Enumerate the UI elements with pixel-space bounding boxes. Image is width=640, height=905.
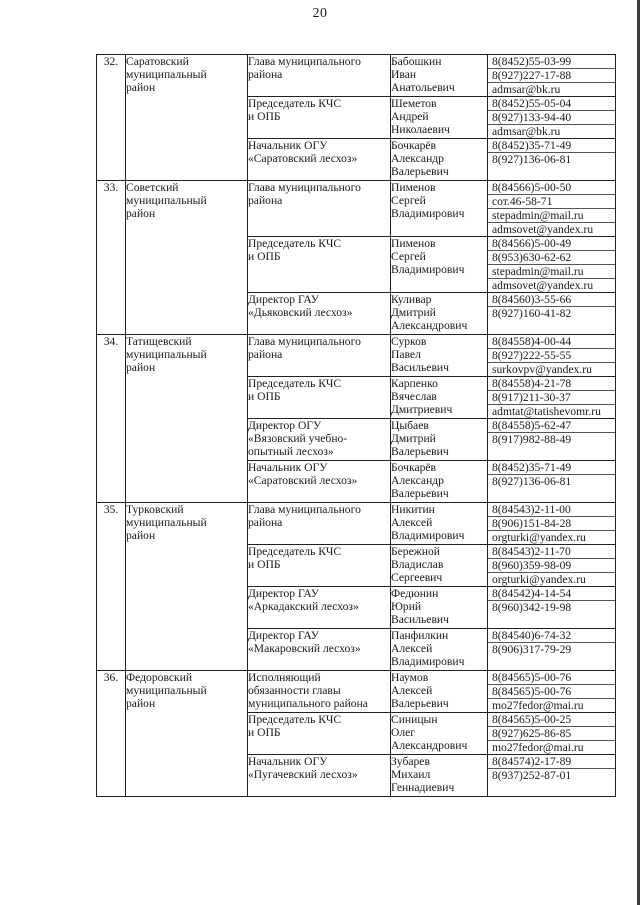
contact-line: 8(84540)6-74-32 — [488, 629, 615, 643]
position-cell — [248, 293, 391, 335]
position-line: «Саратовский лесхоз» — [248, 152, 358, 165]
position-line: обязанности главы — [248, 684, 341, 697]
person-name-line: Владимирович — [391, 529, 465, 542]
contact-line: 8(960)342-19-98 — [492, 601, 572, 614]
contact-line: 8(927)160-41-82 — [492, 307, 572, 320]
position-cell — [248, 237, 391, 293]
person-name-line: Иван — [391, 68, 417, 81]
contact-line: 8(8452)55-03-99 — [488, 55, 615, 69]
person-name-line: Юрий — [391, 600, 422, 613]
position-line: и ОПБ — [248, 250, 281, 263]
person-cell — [391, 335, 488, 377]
contact-line: 8(927)625-86-85 — [488, 727, 615, 741]
contact-line: 8(84565)5-00-25 — [488, 713, 615, 727]
position-line: и ОПБ — [248, 558, 281, 571]
person-name-line: Павел — [391, 348, 421, 361]
person-name-line: Владимирович — [391, 655, 465, 668]
position-line: «Пугачевский лесхоз» — [248, 768, 358, 781]
region-name-line: муниципальный — [126, 348, 207, 361]
region-name-line: Саратовский — [126, 55, 189, 68]
contact-line: mo27fedor@mai.ru — [492, 699, 584, 712]
person-cell — [391, 181, 488, 237]
region-name — [126, 503, 248, 671]
contact-line: 8(84560)3-55-66 — [488, 293, 615, 307]
position-cell — [248, 587, 391, 629]
region-number: 35. — [97, 503, 126, 671]
person-name-line: Владислав — [391, 558, 444, 571]
person-name-line: Александр — [391, 152, 444, 165]
position-cell — [248, 503, 391, 545]
region-name-line: Турковский — [126, 503, 184, 516]
person-name-line: Геннадиевич — [391, 781, 455, 794]
region-name-line: район — [126, 361, 156, 374]
table-row — [97, 55, 616, 97]
region-name-line: муниципальный — [126, 194, 207, 207]
person-name-line: Сурков — [391, 335, 427, 348]
person-name-line: Вячеслав — [391, 390, 437, 403]
contact-cell — [488, 139, 616, 181]
position-line: Председатель КЧС — [248, 97, 342, 110]
person-name-line: Бережной — [391, 545, 440, 558]
position-line: Начальник ОГУ — [248, 461, 328, 474]
contact-line: 8(906)151-84-28 — [488, 517, 615, 531]
position-cell — [248, 335, 391, 377]
position-cell — [248, 461, 391, 503]
contacts-table — [96, 54, 616, 797]
person-name-line: Валерьевич — [391, 165, 449, 178]
person-cell — [391, 587, 488, 629]
person-name-line: Алексей — [391, 642, 433, 655]
person-name-line: Александрович — [391, 319, 468, 332]
position-line: Директор ГАУ — [248, 587, 319, 600]
contact-line: 8(917)982-88-49 — [492, 433, 572, 446]
position-line: Директор ОГУ — [248, 419, 322, 432]
region-name-line: район — [126, 81, 156, 94]
position-line: района — [248, 348, 283, 361]
region-name — [126, 335, 248, 503]
contact-line: 8(84558)4-21-78 — [488, 377, 615, 391]
contact-cell — [488, 545, 616, 587]
person-cell — [391, 377, 488, 419]
contact-line: admsovet@yandex.ru — [492, 279, 594, 292]
region-name-line: муниципальный — [126, 68, 207, 81]
contact-cell — [488, 97, 616, 139]
position-cell — [248, 629, 391, 671]
person-name-line: Панфилкин — [391, 629, 449, 642]
person-name-line: Васильевич — [391, 613, 449, 626]
contact-cell — [488, 587, 616, 629]
position-line: опытный лесхоз» — [248, 445, 334, 458]
table-row — [97, 671, 616, 713]
contact-cell — [488, 503, 616, 545]
region-name — [126, 55, 248, 181]
region-name — [126, 181, 248, 335]
contact-line: 8(906)317-79-29 — [492, 643, 572, 656]
position-cell — [248, 55, 391, 97]
contact-line: 8(8452)35-71-49 — [488, 461, 615, 475]
position-line: Глава муниципального — [248, 181, 361, 194]
position-line: «Вязовский учебно- — [248, 432, 348, 445]
person-cell — [391, 629, 488, 671]
position-cell — [248, 713, 391, 755]
person-name-line: Андрей — [391, 110, 429, 123]
person-cell — [391, 545, 488, 587]
contact-line: 8(927)222-55-55 — [488, 349, 615, 363]
person-name-line: Шеметов — [391, 97, 437, 110]
contact-cell — [488, 419, 616, 461]
contact-line: 8(8452)55-05-04 — [488, 97, 615, 111]
person-name-line: Владимирович — [391, 207, 465, 220]
position-cell — [248, 139, 391, 181]
person-name-line: Сергей — [391, 194, 426, 207]
contact-line: 8(84566)5-00-49 — [488, 237, 615, 251]
contact-line: 8(8452)35-71-49 — [488, 139, 615, 153]
region-name-line: район — [126, 207, 156, 220]
region-name-line: Татищевский — [126, 335, 192, 348]
person-name-line: Анатольевич — [391, 81, 455, 94]
region-number: 34. — [97, 335, 126, 503]
position-line: «Аркадакский лесхоз» — [248, 600, 359, 613]
position-line: Глава муниципального — [248, 335, 361, 348]
contact-cell — [488, 671, 616, 713]
person-name-line: Пименов — [391, 237, 436, 250]
person-cell — [391, 97, 488, 139]
table-row — [97, 181, 616, 237]
person-name-line: Цыбаев — [391, 419, 429, 432]
contact-cell — [488, 377, 616, 419]
person-cell — [391, 419, 488, 461]
contact-line: 8(84558)5-62-47 — [488, 419, 615, 433]
position-line: Председатель КЧС — [248, 713, 342, 726]
position-line: Глава муниципального — [248, 55, 361, 68]
position-line: муниципального района — [248, 697, 368, 710]
position-line: «Саратовский лесхоз» — [248, 474, 358, 487]
person-cell — [391, 503, 488, 545]
person-cell — [391, 139, 488, 181]
person-name-line: Николаевич — [391, 123, 450, 136]
contact-line: сот.46-58-71 — [488, 195, 615, 209]
person-name-line: Дмитриевич — [391, 403, 453, 416]
person-name-line: Валерьевич — [391, 445, 449, 458]
region-name-line: Федоровский — [126, 671, 193, 684]
contact-line: 8(917)211-30-37 — [488, 391, 615, 405]
contact-line: 8(84565)5-00-76 — [488, 671, 615, 685]
region-name-line: муниципальный — [126, 684, 207, 697]
position-line: Глава муниципального — [248, 503, 361, 516]
contact-cell — [488, 237, 616, 293]
person-name-line: Александрович — [391, 739, 468, 752]
position-cell — [248, 181, 391, 237]
contact-cell — [488, 461, 616, 503]
contact-line: 8(927)136-06-81 — [492, 153, 572, 166]
contact-line: orgturki@yandex.ru — [492, 573, 586, 586]
region-name-line: район — [126, 529, 156, 542]
person-cell — [391, 671, 488, 713]
person-name-line: Карпенко — [391, 377, 438, 390]
contact-line: orgturki@yandex.ru — [492, 531, 586, 544]
position-line: и ОПБ — [248, 110, 281, 123]
contact-line: mo27fedor@mai.ru — [492, 741, 584, 754]
position-cell — [248, 755, 391, 797]
contacts-table-body — [97, 55, 616, 797]
contact-line: 8(960)359-98-09 — [488, 559, 615, 573]
contact-cell — [488, 713, 616, 755]
region-name-line: район — [126, 697, 156, 710]
contact-cell — [488, 629, 616, 671]
person-name-line: Наумов — [391, 671, 429, 684]
person-cell — [391, 293, 488, 335]
region-name-line: муниципальный — [126, 516, 207, 529]
person-cell — [391, 237, 488, 293]
position-line: и ОПБ — [248, 726, 281, 739]
position-line: «Дьяковский лесхоз» — [248, 306, 353, 319]
position-line: Исполняющий — [248, 671, 321, 684]
position-cell — [248, 97, 391, 139]
contact-cell — [488, 755, 616, 797]
person-name-line: Сергей — [391, 250, 426, 263]
contact-line: stepadmin@mail.ru — [488, 265, 615, 279]
region-name-line: Советский — [126, 181, 179, 194]
contact-line: 8(84565)5-00-76 — [488, 685, 615, 699]
position-cell — [248, 377, 391, 419]
person-cell — [391, 713, 488, 755]
person-name-line: Сергеевич — [391, 571, 443, 584]
person-name-line: Синицын — [391, 713, 438, 726]
position-line: и ОПБ — [248, 390, 281, 403]
person-name-line: Валерьевич — [391, 487, 449, 500]
contact-line: 8(84543)2-11-00 — [488, 503, 615, 517]
contact-line: 8(953)630-62-62 — [488, 251, 615, 265]
contact-line: admtat@tatishevomr.ru — [492, 405, 601, 418]
person-name-line: Бочкарёв — [391, 461, 437, 474]
person-name-line: Федюнин — [391, 587, 439, 600]
person-name-line: Бочкарёв — [391, 139, 437, 152]
region-number: 32. — [97, 55, 126, 181]
table-row — [97, 503, 616, 545]
person-name-line: Никитин — [391, 503, 435, 516]
person-name-line: Александр — [391, 474, 444, 487]
contact-line: 8(84566)5-00-50 — [488, 181, 615, 195]
region-name — [126, 671, 248, 797]
contact-line: 8(84542)4-14-54 — [488, 587, 615, 601]
person-name-line: Куливар — [391, 293, 432, 306]
region-number: 36. — [97, 671, 126, 797]
contact-line: 8(927)133-94-40 — [488, 111, 615, 125]
position-cell — [248, 545, 391, 587]
person-name-line: Пименов — [391, 181, 436, 194]
contact-line: 8(927)136-06-81 — [492, 475, 572, 488]
position-line: Председатель КЧС — [248, 237, 342, 250]
contact-line: 8(84558)4-00-44 — [488, 335, 615, 349]
person-name-line: Васильевич — [391, 361, 449, 374]
person-name-line: Дмитрий — [391, 432, 436, 445]
region-number: 33. — [97, 181, 126, 335]
person-name-line: Дмитрий — [391, 306, 436, 319]
contact-line: admsar@bk.ru — [492, 83, 561, 96]
position-line: района — [248, 194, 283, 207]
person-cell — [391, 461, 488, 503]
contact-line: admsovet@yandex.ru — [492, 223, 594, 236]
page-number: 20 — [312, 6, 328, 21]
position-cell — [248, 419, 391, 461]
position-line: района — [248, 68, 283, 81]
position-line: «Макаровский лесхоз» — [248, 642, 361, 655]
person-cell — [391, 55, 488, 97]
person-name-line: Владимирович — [391, 263, 465, 276]
contact-cell — [488, 181, 616, 237]
contact-line: admsar@bk.ru — [492, 125, 561, 138]
person-name-line: Михаил — [391, 768, 431, 781]
position-line: Председатель КЧС — [248, 545, 342, 558]
position-line: Председатель КЧС — [248, 377, 342, 390]
position-line: района — [248, 516, 283, 529]
position-line: Начальник ОГУ — [248, 755, 328, 768]
person-name-line: Валерьевич — [391, 697, 449, 710]
contact-cell — [488, 55, 616, 97]
position-line: Директор ГАУ — [248, 629, 319, 642]
person-name-line: Зубарев — [391, 755, 430, 768]
person-name-line: Алексей — [391, 516, 433, 529]
contact-cell — [488, 293, 616, 335]
table-row — [97, 335, 616, 377]
person-name-line: Бабошкин — [391, 55, 442, 68]
contact-line: stepadmin@mail.ru — [488, 209, 615, 223]
contact-line: 8(84574)2-17-89 — [488, 755, 615, 769]
contact-line: 8(937)252-87-01 — [492, 769, 572, 782]
contact-line: 8(84543)2-11-70 — [488, 545, 615, 559]
person-cell — [391, 755, 488, 797]
contact-cell — [488, 335, 616, 377]
position-line: Начальник ОГУ — [248, 139, 328, 152]
contact-line: 8(927)227-17-88 — [488, 69, 615, 83]
position-cell — [248, 671, 391, 713]
contact-line: surkovpv@yandex.ru — [492, 363, 592, 376]
position-line: Директор ГАУ — [248, 293, 319, 306]
person-name-line: Алексей — [391, 684, 433, 697]
person-name-line: Олег — [391, 726, 416, 739]
